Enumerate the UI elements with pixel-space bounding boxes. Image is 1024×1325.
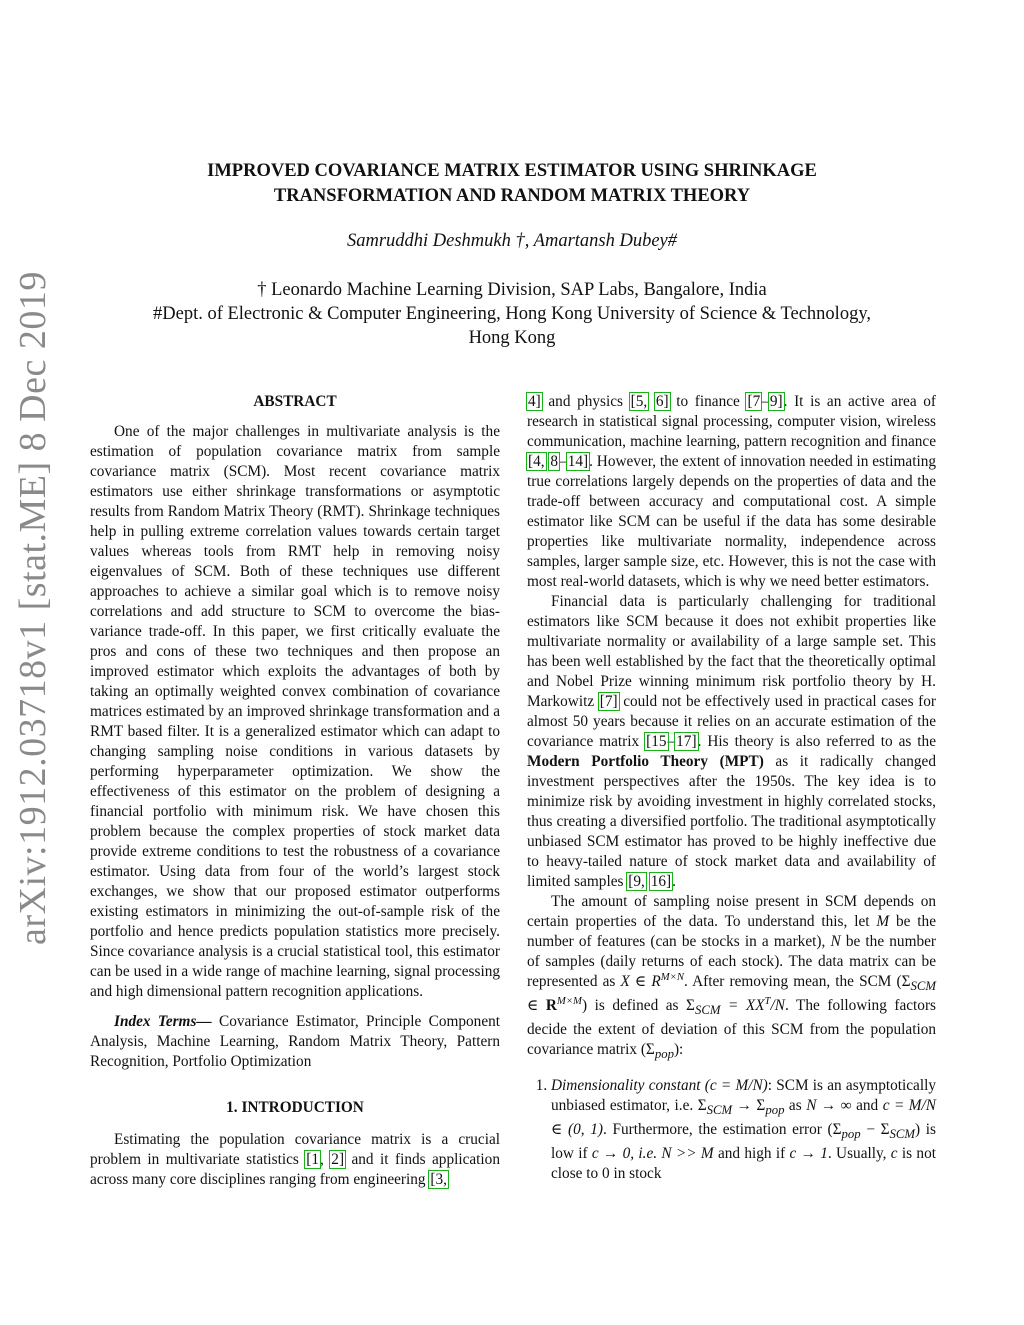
math-symbol: N bbox=[830, 933, 841, 950]
math-symbol: M bbox=[876, 913, 890, 930]
affiliations bbox=[100, 278, 924, 350]
math-symbol: c = M/N ∈ (0, 1) bbox=[551, 1097, 936, 1139]
math-symbol: R bbox=[545, 997, 557, 1015]
body-text: : SCM is an asymptotically unbiased estimator, i.e. bbox=[551, 1077, 936, 1115]
math-subscript: pop bbox=[654, 1047, 674, 1062]
intro-text: Estimating the population covariance matrix is a crucial problem in multivariate statistics bbox=[90, 1131, 500, 1168]
affiliation-2: #Dept. of Electronic & Computer Engineering, Hong Kong University of Science & Technology, bbox=[153, 304, 871, 324]
sampling-noise-paragraph bbox=[527, 892, 936, 1064]
math-symbol: ∈ bbox=[527, 997, 546, 1015]
body-text: and bbox=[851, 1097, 883, 1115]
math-subscript: SCM bbox=[910, 979, 937, 994]
citation-link[interactable]: 2] bbox=[331, 1151, 345, 1168]
math-subscript: SCM bbox=[706, 1103, 733, 1118]
math-subscript: pop bbox=[765, 1103, 785, 1118]
affiliation-1: † Leonardo Machine Learning Division, SAP Labs, Bangalore, India bbox=[257, 280, 767, 300]
body-text: . It is an active area of research in statistical signal processing, computer vision, wireless communication, machine learning, pattern recognition and finance bbox=[527, 393, 936, 450]
math-symbol: Σ bbox=[901, 973, 911, 990]
body-text: ) is defined as bbox=[581, 997, 687, 1015]
body-text: . Usually, bbox=[827, 1145, 891, 1163]
citation-link[interactable]: [15 bbox=[646, 733, 667, 750]
citation-link[interactable]: 17] bbox=[676, 733, 697, 750]
math-subscript: SCM bbox=[889, 1127, 916, 1142]
citation-link[interactable]: [4, bbox=[528, 453, 545, 470]
factors-list bbox=[527, 1076, 936, 1184]
body-text: ) is low if bbox=[551, 1121, 937, 1163]
body-text: and physics bbox=[541, 393, 630, 410]
math-symbol: Σ bbox=[832, 1121, 842, 1139]
citation-link[interactable]: 14] bbox=[567, 453, 589, 470]
authors: Samruddhi Deshmukh †, Amartansh Dubey# bbox=[346, 231, 678, 251]
intro-text: and it finds application across many core disciplines ranging from engineering bbox=[90, 1151, 500, 1188]
citation-link[interactable]: 6] bbox=[655, 393, 669, 410]
math-symbol: Σ bbox=[645, 1041, 655, 1059]
intro-continued: 4] and physics [5, 6] to finance [7–9]. It is an active area of research in statistical signal processing, computer vision, wireless communication, machine learning, pattern recognition and finance [4, 8–14]. However, the extent of innovation needed in estimating true correlations largely depends on the properties of data and the trade-off between accuracy and computational cost. A simple estimator like SCM can be useful if the data has some desirable properties like multivariate normality, independence across samples, larger sample size, etc. However, this is not the case with most real-world datasets, which is why we need better estimators. bbox=[527, 393, 936, 590]
body-text: ): bbox=[673, 1041, 684, 1059]
math-symbol: N → ∞ bbox=[806, 1097, 852, 1115]
citation-link[interactable]: [1 bbox=[306, 1151, 320, 1168]
body-text: . Furthermore, the estimation error ( bbox=[602, 1121, 833, 1139]
math-symbol: /N bbox=[770, 997, 785, 1015]
math-symbol: c → 0, i.e. N >> M bbox=[591, 1145, 714, 1163]
citation-link[interactable]: [7] bbox=[599, 693, 618, 710]
body-text: to finance bbox=[669, 393, 747, 410]
intro-text: , bbox=[320, 1151, 331, 1168]
math-subscript: pop bbox=[841, 1127, 861, 1142]
body-text: Financial data is particularly challenging for traditional estimators like SCM because it does not exhibit properties like multivariate normality or availability of a large sample set. This has been well established by the fact that the theoretically optimal and Nobel Prize winning minimum risk portfolio theory by H. Markowitz bbox=[527, 593, 936, 710]
right-column bbox=[527, 392, 936, 1184]
body-text: . After removing mean, the SCM ( bbox=[684, 973, 902, 990]
body-text: The amount of sampling noise present in SCM depends on certain properties of the data. To understand this, let bbox=[527, 893, 936, 930]
math-symbol: = XX bbox=[720, 997, 765, 1015]
math-symbol: X ∈ R bbox=[620, 973, 661, 990]
list-item-label: Dimensionality constant (c = M/N) bbox=[551, 1077, 768, 1095]
body-text: . The following factors decide the extent of deviation of this SCM from the population covariance matrix ( bbox=[527, 997, 936, 1059]
title-line-1: IMPROVED COVARIANCE MATRIX ESTIMATOR USING SHRINKAGE bbox=[207, 161, 817, 181]
index-terms bbox=[90, 1012, 500, 1072]
body-text: is not close to 0 in stock bbox=[551, 1145, 936, 1183]
body-text: and high if bbox=[713, 1145, 790, 1163]
math-superscript: M×M bbox=[556, 994, 582, 1007]
introduction-heading: 1. INTRODUCTION bbox=[226, 1099, 364, 1116]
citation-link[interactable]: 9] bbox=[769, 393, 783, 410]
citation-link[interactable]: 4] bbox=[528, 393, 541, 410]
body-text: as it radically changed investment perspectives after the 1950s. The key idea is to minimize risk by avoiding investment in highly correlated stocks, thus creating a diversified portfolio. The traditional asymptotically unbiased SCM estimator has proved to be highly ineffective due to heavy-tailed nature of stock market data and availability of limited samples bbox=[527, 753, 936, 890]
list-item bbox=[551, 1076, 936, 1184]
math-symbol: Σ bbox=[880, 1121, 890, 1139]
math-symbol: → bbox=[732, 1097, 757, 1115]
body-text: be the number of samples (daily returns of each stock). The data matrix can be represented as bbox=[527, 933, 937, 990]
index-terms-text: Covariance Estimator, Principle Component Analysis, Machine Learning, Random Matrix Theory, Pattern Recognition, Portfolio Optimization bbox=[90, 1013, 501, 1070]
math-symbol: Σ bbox=[756, 1097, 766, 1115]
body-text: . His theory is also referred to as the bbox=[697, 733, 936, 750]
body-text: as bbox=[784, 1097, 807, 1115]
citation-link[interactable]: [9, bbox=[628, 873, 645, 890]
math-superscript: M×N bbox=[660, 970, 684, 983]
citation-link[interactable]: [3, bbox=[430, 1171, 447, 1188]
intro-paragraph bbox=[90, 1130, 500, 1190]
body-text: could not be effectively used in practical cases for almost 50 years because it relies on an accurate estimation of the covariance matrix bbox=[527, 693, 936, 750]
body-text: . bbox=[672, 873, 676, 890]
body-text: . However, the extent of innovation needed in estimating true correlations largely depends on the properties of data and the trade-off between accuracy and computational cost. A simple estimator like SCM can be useful if the data has some desirable properties like multivariate normality, independence across samples, larger sample size, etc. However, this is not the case with most real-world datasets, which is why we need better estimators. bbox=[527, 453, 936, 590]
abstract-text: One of the major challenges in multivariate analysis is the estimation of population covariance matrix from sample covariance matrix (SCM). Most recent covariance matrix estimators use either shrinkage transformations or asymptotic results from Random Matrix Theory (RMT). Shrinkage techniques help in pulling extreme correlation values towards certain target values whereas tools from RMT help in removing noisy eigenvalues of SCM. Both of these techniques use different approaches to achieve a similar goal which is to remove noisy correlations and add structure to SCM to overcome the bias-variance trade-off. In this paper, we first critically evaluate the pros and cons of these two techniques and then propose an improved estimator which exploits the advantages of both by taking an optimally weighted convex combination of covariance matrices estimated by an improved shrinkage transformation and a RMT based filter. It is a generalized estimator which can adapt to changing sampling noise conditions in various datasets by performing hyperparameter optimization. We show the effectiveness of this estimator on the problem of designing a financial portfolio with minimum risk. We have chosen this problem because the complex properties of stock market data provide extreme conditions to test the robustness of a covariance estimator. Using data from four of the world’s largest stock exchanges, we show that our proposed estimator outperforms existing estimators in minimizing the out-of-sample risk of the portfolio and hence predicts population statistics more precisely. Since covariance analysis is a crucial statistical tool, this estimator can be used in a wide range of machine learning, signal processing and high dimensional pattern recognition applications. bbox=[90, 423, 500, 1000]
math-symbol: c bbox=[890, 1145, 898, 1163]
math-symbol: c → 1 bbox=[789, 1145, 828, 1163]
mpt-term: Modern Portfolio Theory (MPT) bbox=[527, 753, 764, 770]
citation-link[interactable]: [7 bbox=[747, 393, 761, 410]
math-symbol: Σ bbox=[697, 1097, 707, 1115]
citation-link[interactable]: [5, bbox=[630, 393, 648, 410]
citation-link[interactable]: 8 bbox=[550, 453, 559, 470]
financial-paragraph: Financial data is particularly challenging for traditional estimators like SCM because it does not exhibit properties like multivariate normality or availability of a large sample set. This has been well established by the fact that the theoretically optimal and Nobel Prize winning minimum risk portfolio theory by H. Markowitz [7] could not be effectively used in practical cases for almost 50 years because it relies on an accurate estimation of the covariance matrix [15–17]. His theory is also referred to as the Modern Portfolio Theory (MPT) as it radically changed investment perspectives after the 1950s. The key idea is to minimize risk by avoiding investment in highly correlated stocks, thus creating a diversified portfolio. The traditional asymptotically unbiased SCM estimator has proved to be highly ineffective due to heavy-tailed nature of stock market data and availability of limited samples [9, 16]. bbox=[527, 593, 936, 890]
math-symbol: − bbox=[860, 1121, 881, 1139]
affiliation-3: Hong Kong bbox=[468, 328, 556, 348]
paper-title bbox=[120, 159, 904, 209]
abstract-heading: ABSTRACT bbox=[253, 393, 337, 410]
arxiv-stamp: arXiv:1912.03718v1 [stat.ME] 8 Dec 2019 bbox=[12, 271, 54, 945]
title-line-2: TRANSFORMATION AND RANDOM MATRIX THEORY bbox=[273, 186, 751, 206]
body-text: be the number of features (can be stocks in a market), bbox=[527, 913, 936, 950]
index-terms-label: Index Terms— bbox=[114, 1013, 212, 1030]
left-column bbox=[90, 392, 500, 1190]
math-symbol: Σ bbox=[686, 997, 695, 1015]
citation-link[interactable]: 16] bbox=[650, 873, 672, 890]
math-subscript: SCM bbox=[694, 1003, 721, 1018]
math-superscript: T bbox=[764, 994, 771, 1007]
